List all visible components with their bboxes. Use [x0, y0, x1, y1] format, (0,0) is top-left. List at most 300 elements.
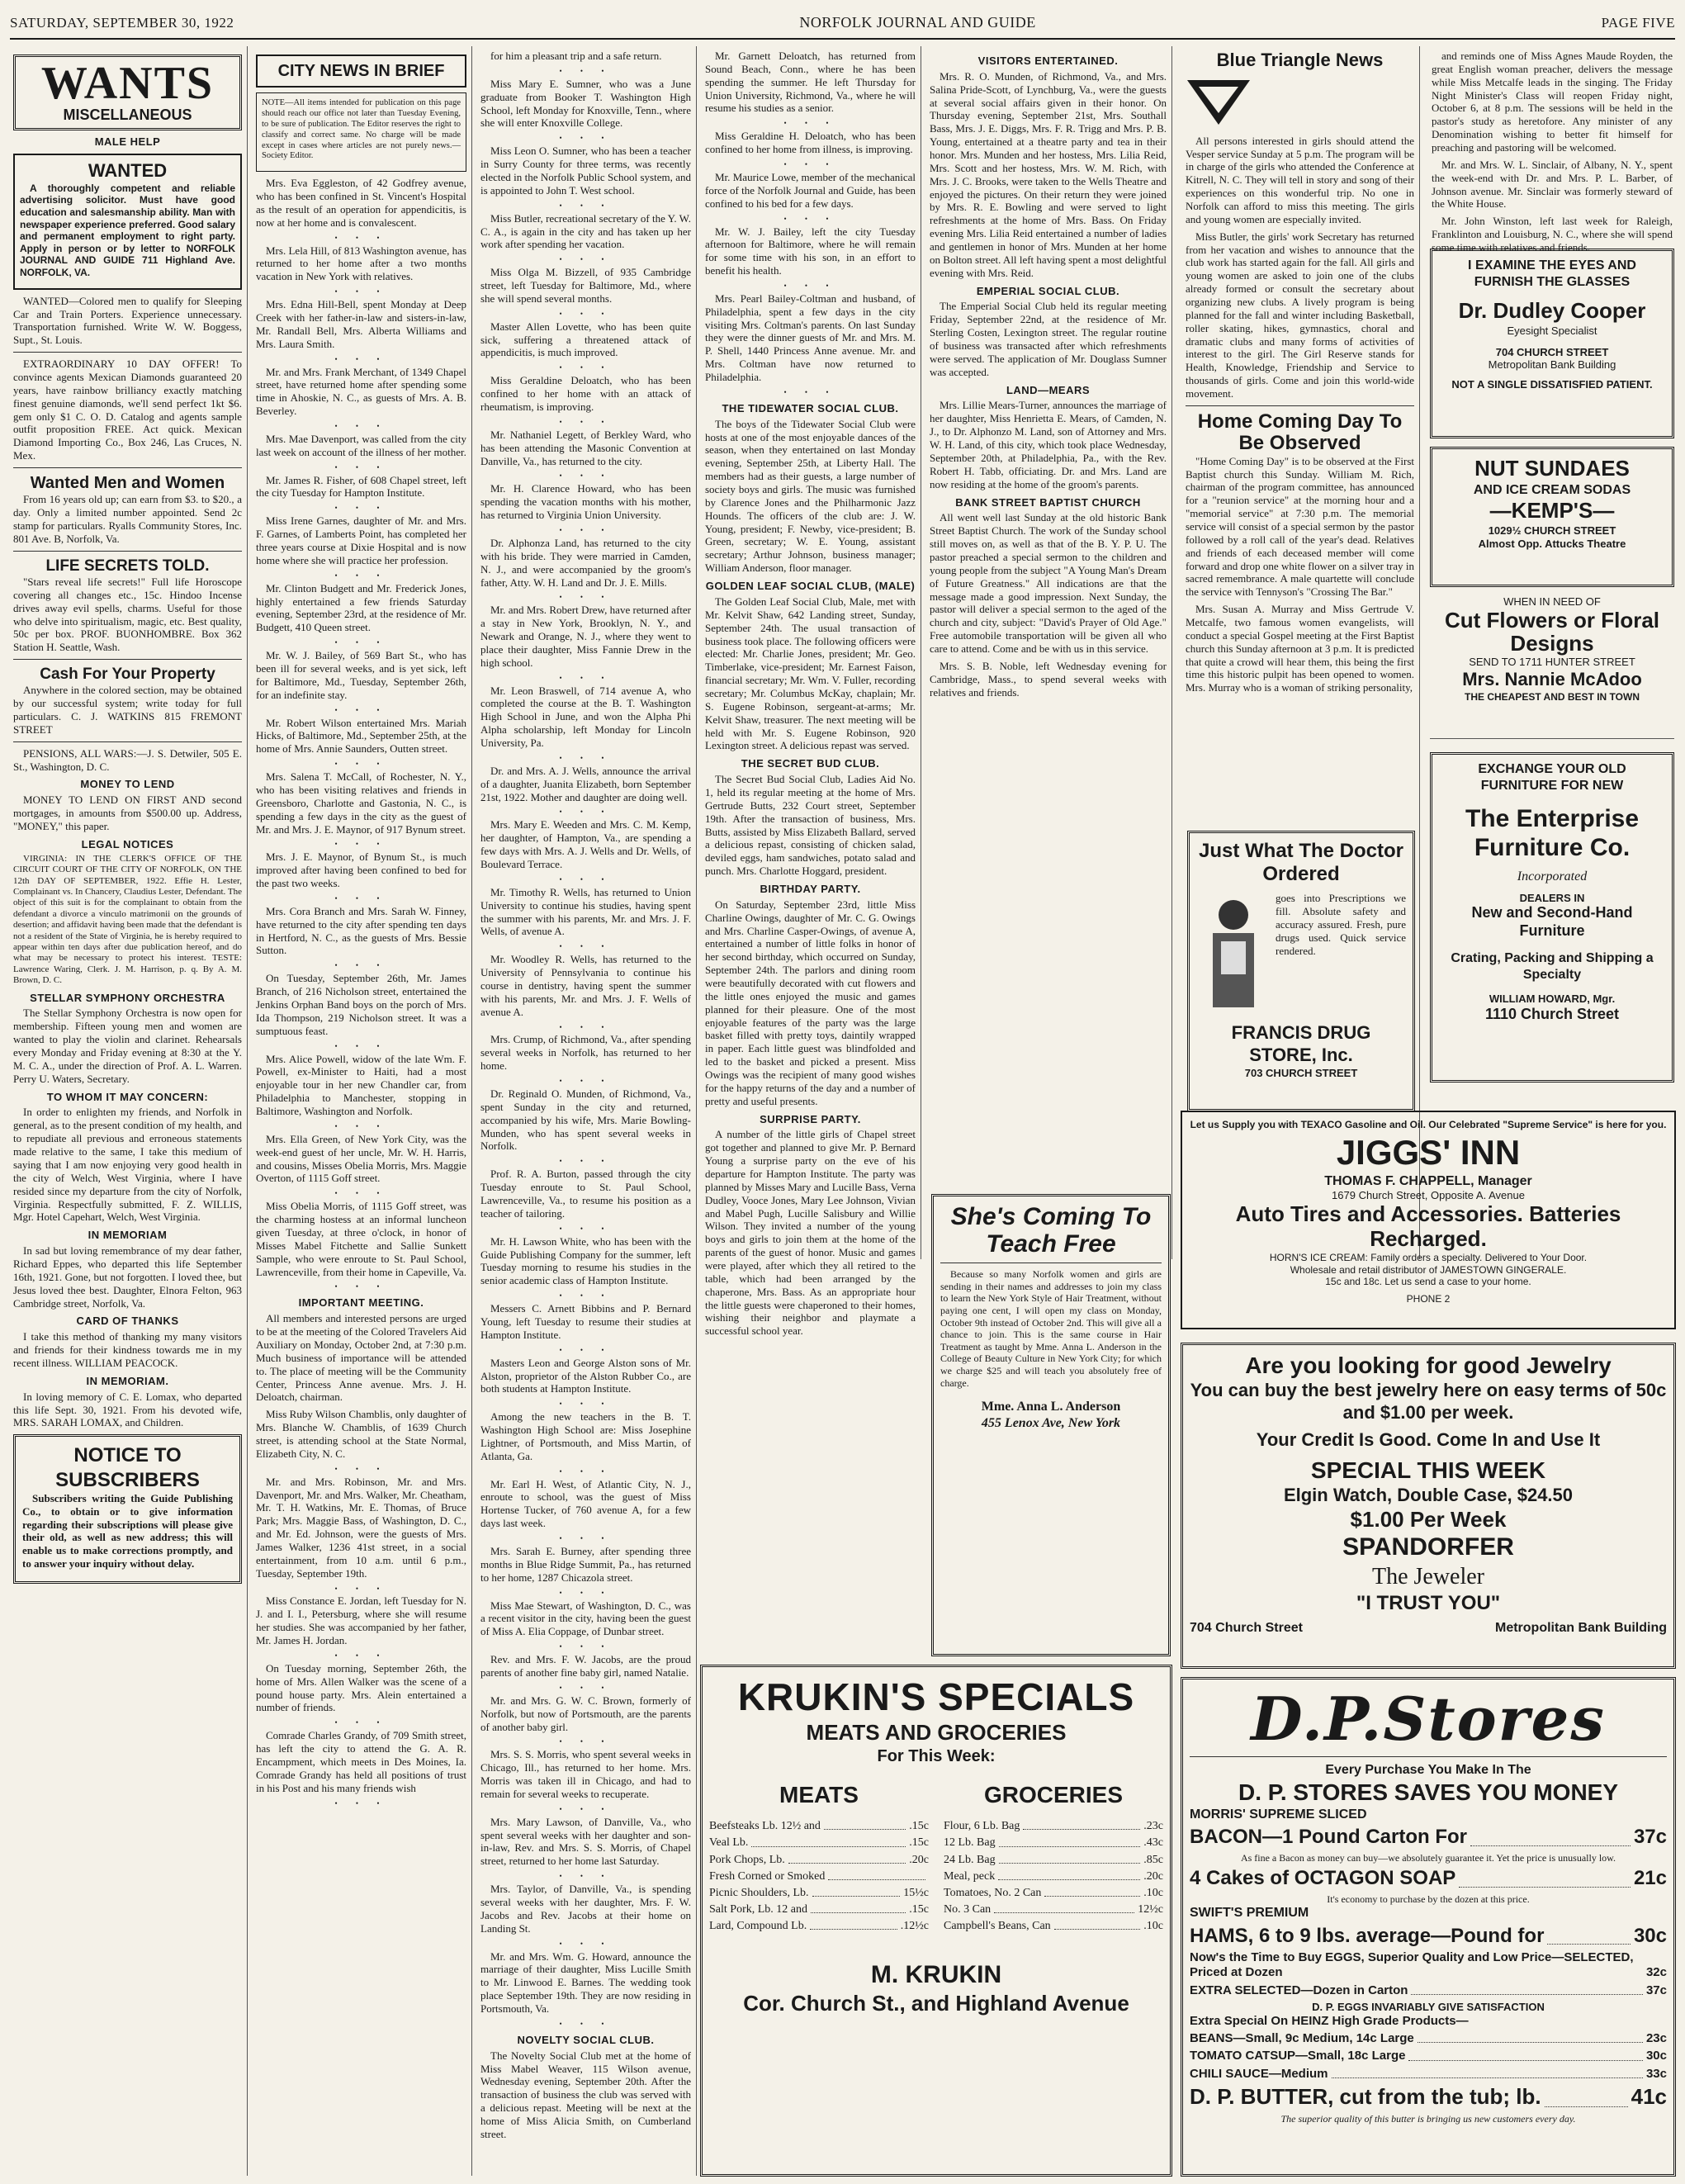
- krukin-title: KRUKIN'S SPECIALS: [737, 1675, 1135, 1718]
- news-item: Mrs. Mary Lawson, of Danville, Va., who spent several weeks with her daughter and son-in-law, Rev. and Mrs. S. S. Morris, of Chapel street, returned to her home last Saturday.: [480, 1815, 691, 1868]
- golden-leaf-heading: GOLDEN LEAF SOCIAL CLUB, (MALE): [705, 580, 916, 593]
- price-row: [944, 1853, 1163, 1867]
- jewel-line-3: Your Credit Is Good. Come In and Use It: [1256, 1428, 1601, 1450]
- news-item: Mr. and Mrs. Frank Merchant, of 1349 Chapel street, have returned home after spending some time in Ahoskie, N. C., as guests of Mrs. A. B. Beverley.: [256, 365, 466, 418]
- wanted-body: A thoroughly competent and reliable advertising solicitor. Must have good education and salesmanship ability. Man with newspaper experience preferred. Good salary and permanent employment to right party. Apply in person or by letter to NORFOLK JOURNAL AND GUIDE 711 Highland Ave. NORFOLK, VA.: [20, 182, 235, 279]
- sinclair-item: Mr. and Mrs. W. L. Sinclair, of Albany, N. Y., spent the week-end with Dr. and Mrs. P. L. Barber, of Johnson avenue. Mr. Sinclair was formerly steward of the White House.: [1432, 158, 1673, 211]
- item-separator: • • •: [559, 255, 613, 264]
- dp-hams-label: HAMS, 6 to 9 lbs. average—Pound for: [1190, 1924, 1545, 1947]
- dp-line-2: D. P. STORES SAVES YOU MONEY: [1238, 1779, 1619, 1805]
- price-item: 12 Lb. Bag: [944, 1836, 996, 1850]
- teach-free-body: Because so many Norfolk women and girls are sending in their names and addresses to join my class to learn the New York Style of Hair Treatment, without paying one cent, I will open my class on Monday, October 9th instead of October 2nd. This will give all a chance to join. This is the same course in Hair Treatment as taught by Mme. Anna L. Anderson in the College of Beauty Culture in New York City; for which we charge $25 and will teach you absolutely free of charge.: [940, 1268, 1162, 1389]
- home-coming-body-2: Mrs. Susan A. Murray and Miss Gertrude V. Metcalfe, two famous women evangelists, will conduct a special Gospel meeting at the First Baptist church this Sunday afternoon at 3 p.m. It is predicted that quite a crowd will hear them, this being the first time this historic pulpit has been opened to women. Mrs. Murray who is a woman of striking personality,: [1186, 603, 1414, 694]
- jiggs-line-3: Wholesale and retail distributor of JAMESTOWN GINGERALE.: [1290, 1263, 1567, 1276]
- krukin-lists: [709, 1781, 1163, 1935]
- price-item: Lard, Compound Lb.: [709, 1919, 807, 1932]
- dp-chili-price: 33c: [1645, 2066, 1667, 2081]
- item-separator: • • •: [559, 1642, 613, 1651]
- drug-body: goes into Prescriptions we fill. Absolute safety and accuracy assured. Fresh, pure drugs used. Quick service rendered.: [1276, 892, 1406, 957]
- jewel-line-1: Are you looking for good Jewelry: [1245, 1353, 1612, 1378]
- price-item: Beefsteaks Lb. 12½ and: [709, 1820, 821, 1833]
- secret-bud-body: The Secret Bud Social Club, Ladies Aid No. 1, held its regular meeting at the home of Mrs. Gertrude Butts, 232 Court street, September 19th. After the transaction of business, Mrs. Butts, assisted by Miss Elizabeth Ballard, served a delicious repast, consisting of chicken salad, deviled eggs, ham sandwiches, potato salad and punch. Mrs. Charlotte Hoggard, president.: [705, 773, 916, 878]
- flowers-line-5: THE CHEAPEST AND BEST IN TOWN: [1464, 690, 1640, 703]
- drug-name: FRANCIS DRUG STORE, Inc.: [1231, 1022, 1371, 1066]
- wants-header: [13, 54, 242, 130]
- dp-eggs-row: [1190, 1950, 1667, 1981]
- item-separator: • • •: [559, 1534, 613, 1543]
- item-separator: • • •: [334, 760, 388, 769]
- krukin-ad: [700, 1665, 1172, 2177]
- news-item: Mr. Nathaniel Legett, of Berkley Ward, who has been attending the Masonic Convention at Danville, Va., has returned to the city.: [480, 428, 691, 467]
- item-separator: • • •: [334, 462, 388, 471]
- news-item: Mrs. Alice Powell, widow of the late Wm. F. Powell, ex-Minister to Haiti, had a most enjoyable tour in her new Chandler car, from Philadelphia to Manchester, stopping in Baltimore, Washington and Norfolk.: [256, 1052, 466, 1117]
- novelty-heading: NOVELTY SOCIAL CLUB.: [517, 2033, 655, 2046]
- cash-property-heading: Cash For Your Property: [40, 666, 215, 684]
- ent-line-2: The Enterprise Furniture Co.: [1465, 805, 1640, 861]
- ent-line-1: EXCHANGE YOUR OLD FURNITURE FOR NEW: [1478, 762, 1626, 793]
- news-item: Mrs. Salena T. McCall, of Rochester, N. Y., who has been visiting relatives and friends in Greensboro, Charlotte and Gastonia, N. C., is spending a few days in the city as the guest of Mr. and Mrs. J. E. Maynor, of 917 Bynum street.: [256, 770, 466, 836]
- land-mears-body: Mrs. Lillie Mears-Turner, announces the marriage of her daughter, Miss Henrietta E. Mears, of Camden, N. J., to Dr. Alphonzo M. Land, son of Attorney and Mrs. W. H. Land, of this city, which took place Wednesday, September 20th, at Philadelphia, Pa., with the Rev. Robert H. Tabb, officiating. Dr. and Mrs. Land are now residing at the home of the groom's parents.: [930, 399, 1167, 490]
- news-item: Mrs. Crump, of Richmond, Va., after spending several weeks in Norfolk, has returned to her home.: [480, 1033, 691, 1073]
- news-item: Masters Leon and George Alston sons of Mr. Alston, proprietor of the Alston Rubber Co., are both students at Hampton Institute.: [480, 1356, 691, 1395]
- item-separator: • • •: [559, 1737, 613, 1746]
- dp-logo: D.P.Stores: [1251, 1684, 1606, 1754]
- concern-body: In order to enlighten my friends, and Norfolk in general, as to the present condition of my health, and to repudiate all previous and erroneous statements made relative to the same, I take this medium of saying that I am now enjoying very good health in the city of Welch, West Virginia, where I have resided since my departure from the city of Norfolk, Virginia. Respectfully submitted, F. Z. WILLIS, Mgr. Hotel Capehart, Welch, West Virginia.: [13, 1106, 242, 1224]
- item-separator: • • •: [334, 1798, 388, 1807]
- item-separator: • • •: [559, 525, 613, 534]
- news-item: Master Allen Lovette, who has been quite sick, suffering a threatened attack of appendicitis, is much improved.: [480, 320, 691, 359]
- krukin-meats-heading: MEATS: [779, 1782, 859, 1808]
- news-item: Mr. Clinton Budgett and Mr. Frederick Jones, highly entertained a few friends Saturday evening, September 23rd, at the residence of Mr. Budgett, 410 Queen street.: [256, 581, 466, 634]
- memoriam-heading-2: IN MEMORIAM.: [86, 1374, 169, 1387]
- dp-beans-price: 23c: [1645, 2030, 1667, 2045]
- enterprise-furniture-ad: [1430, 752, 1674, 1083]
- dp-hams-row: [1190, 1924, 1667, 1948]
- jewel-line-9: "I TRUST YOU": [1356, 1592, 1501, 1615]
- item-separator: • • •: [559, 1077, 613, 1086]
- news-item: Mr. and Mrs. Wm. G. Howard, announce the marriage of their daughter, Miss Lucille Smith to Mr. Linwood E. Barnes. The wedding took place September 19th. They are now residing in Portsmouth, Va.: [480, 1949, 691, 2015]
- news-item: Mr. Garnett Deloatch, has returned from Sound Beach, Conn., where he has been spending the summer. He left Thursday for Union University, Richmond, Va., where he will resume his studies as a senior.: [705, 50, 916, 115]
- dp-stores-ad: [1181, 1677, 1676, 2177]
- column-five: [925, 46, 1172, 1259]
- dp-extra-price: 37c: [1645, 1983, 1667, 1997]
- teach-free-address: 455 Lenox Ave, New York: [981, 1415, 1121, 1430]
- price-value: .15c: [909, 1836, 929, 1850]
- news-item: Miss Constance E. Jordan, left Tuesday for N. J. and I. I., Petersburg, where she will resume her studies. She was accompanied by her father, Mr. James H. Jordan.: [256, 1594, 466, 1647]
- news-item: Dr. and Mrs. A. J. Wells, announce the arrival of a daughter, Juanita Elizabeth, born September 21st, 1922. Mother and daughter are doing well.: [480, 764, 691, 803]
- teach-free-title: She's Coming To Teach Free: [950, 1203, 1152, 1258]
- thanks-body: I take this method of thanking my many visitors and friends for their kindness towards me in my recent illness. WILLIAM PEACOCK.: [13, 1330, 242, 1369]
- eyes-title: I EXAMINE THE EYES AND FURNISH THE GLASSES: [1468, 258, 1636, 289]
- birthday-heading: BIRTHDAY PARTY.: [760, 882, 861, 895]
- life-secrets-heading: LIFE SECRETS TOLD.: [45, 557, 210, 575]
- price-item: Salt Pork, Lb. 12 and: [709, 1902, 807, 1916]
- price-item: Meal, peck: [944, 1869, 996, 1883]
- column-three-list: [480, 50, 691, 2029]
- item-separator: • • •: [334, 1718, 388, 1727]
- news-item: Messers C. Arnett Bibbins and P. Bernard Young, left Tuesday to resume their studies at Hampton Institute.: [480, 1302, 691, 1341]
- emperial-body: The Emperial Social Club held its regular meeting Friday, September 22nd, at the residence of Mr. Sterling Costen, Lexington street. The regular routine of business was transacted after which refreshments were served. The application of Mr. Douglass Sumner was accepted.: [930, 300, 1167, 378]
- emperial-heading: EMPERIAL SOCIAL CLUB.: [976, 284, 1120, 297]
- blue-triangle-heading: Blue Triangle News: [1216, 50, 1384, 70]
- city-news-list: [256, 177, 466, 1291]
- news-item: Mrs. Edna Hill-Bell, spent Monday at Deep Creek with her father-in-law and sisters-in-law, Mr. Randall Bell, Mrs. Alberta Williams and Mrs. Laura Smith.: [256, 298, 466, 350]
- newspaper-title: NORFOLK JOURNAL AND GUIDE: [799, 14, 1036, 31]
- stellar-heading: STELLAR SYMPHONY ORCHESTRA: [30, 991, 225, 1004]
- flowers-line-3: SEND TO 1711 HUNTER STREET: [1469, 656, 1635, 669]
- home-coming-heading: Home Coming Day To Be Observed: [1197, 410, 1403, 455]
- birthday-body: On Saturday, September 23rd, little Miss Charline Owings, daughter of Mr. C. G. Owings and Mrs. Charline Casper-Owings, of avenue A, entertained a number of little folks in honor of her second birthday, which occurred on Sunday, September 24th. The parlors and dining room were beautifully decorated with cut flowers and the little ones enjoyed the music and games planned for their pleasure. One of the most enjoyable features of the party was the large basket filled with pretty toys, daintily wrapped in paper. Each little guest was blindfolded and led to the basket and picked a present. Miss Owings was the recipient of many good wishes for the happy returns of the day and a number of pretty and useful presents.: [705, 898, 916, 1107]
- item-separator: • • •: [559, 1291, 613, 1300]
- price-row: [709, 1919, 929, 1933]
- news-item: Miss Mary E. Sumner, who was a June graduate from Booker T. Washington High School, left Monday for Knoxville, Tenn., where she will enter Knoxville College.: [480, 77, 691, 130]
- wanted-heading: WANTED: [88, 159, 168, 181]
- dp-extra-row: [1190, 1983, 1667, 1998]
- price-row: [944, 1902, 1163, 1916]
- news-item: Prof. R. A. Burton, passed through the city Tuesday enroute to St. Paul School, Lawrenceville, Va., to resume his position as a teacher of tailoring.: [480, 1168, 691, 1220]
- dp-hams-price: 30c: [1633, 1924, 1667, 1947]
- page-number: PAGE FIVE: [1601, 14, 1675, 31]
- surprise-body: A number of the little girls of Chapel street got together and planned to give Mr. P. Bernard Young a surprise party on the eve of his departure for Hampton Institute. The party was planned by Misses Mary and Lucille Bass, Verna Dudley, Vooce Jones, Mary Lee Johnson, Vivian and Mabel Pugh, Lucille Salisbury and Willie Wilson. They invited a number of the young boys and girls to join them at the home of the parents of the guest of honor. Music and games were played, after which they all retired to the table, which had been arranged by the chaperone, Mrs. Bass. As an appropriate hour the little guests were chaperoned to their homes, wishing their neighbor and playmate a successful school year.: [705, 1128, 916, 1338]
- jiggs-line-2: HORN'S ICE CREAM: Family orders a specialty. Delivered to Your Door.: [1269, 1252, 1588, 1264]
- news-item: Mr. and Mrs. Robert Drew, have returned after a stay in New York, Brooklyn, N. Y., and Newark and Orange, N. J., where they went to place their daughter, Miss Fannie Drew in the high school.: [480, 604, 691, 669]
- jewel-line-4: SPECIAL THIS WEEK: [1310, 1457, 1546, 1483]
- price-item: Fresh Corned or Smoked: [709, 1869, 826, 1883]
- price-row: [709, 1886, 929, 1900]
- column-four-list: [705, 50, 916, 397]
- item-separator: • • •: [559, 673, 613, 682]
- price-row: [944, 1886, 1163, 1900]
- price-value: .10c: [1143, 1919, 1163, 1932]
- news-item: Mrs. Mae Davenport, was called from the city last week on account of the illness of her mother.: [256, 432, 466, 458]
- jewel-line-7: SPANDORFER: [1342, 1533, 1514, 1561]
- price-item: Flour, 6 Lb. Bag: [944, 1820, 1020, 1833]
- news-item: Mr. H. Lawson White, who has been with the Guide Publishing Company for the summer, left Tuesday morning to resume his studies in the senior academic class of Hampton Institute.: [480, 1234, 691, 1287]
- news-item: Mrs. Sarah E. Burney, after spending three months in Blue Ridge Summit, Pa., has returned to her home, 1287 Chicazola street.: [480, 1545, 691, 1584]
- item-separator: • • •: [559, 1466, 613, 1476]
- item-separator: • • •: [559, 1683, 613, 1692]
- price-item: 24 Lb. Bag: [944, 1853, 996, 1866]
- dp-bacon-label: BACON—1 Pound Carton For: [1190, 1826, 1467, 1849]
- jewel-line-8: The Jeweler: [1371, 1563, 1485, 1589]
- column-city-news: [251, 46, 472, 2176]
- item-separator: • • •: [559, 134, 613, 143]
- legal-body: VIRGINIA: IN THE CLERK'S OFFICE OF THE CIRCUIT COURT OF THE CITY OF NORFOLK, ON THE 12th DAY OF SEPTEMBER, 1922. Effie H. Lester, Complainant vs. In Chancery, Claudius Lester, Defendant. The object of this suit is for the complainant to obtain from the defendant a divorce a vinculo matrimonii on the grounds of desertion; and affidavit having been made that the defendant is not a resident of the State of Virginia, he is hereby required to appear within ten days after due publication hereof, and do what may be necessary to protect his interest. TESTE: Lawrence Waring, Clerk. J. M. Harrison, p. q. By A. M. Brown, D. C.: [13, 853, 242, 986]
- krukin-groceries-heading: GROCERIES: [983, 1782, 1124, 1808]
- column-three: [476, 46, 697, 2176]
- news-item: Mr. Woodley R. Wells, has returned to the University of Pennsylvania to continue his course in dentistry, having spent the summer with his parents, Mr. and Mrs. J. F. Wells of avenue A.: [480, 953, 691, 1018]
- doctor-illustration-icon: [1196, 892, 1271, 1016]
- item-separator: • • •: [783, 387, 837, 396]
- news-item: Dr. Alphonza Land, has returned to the city with his bride. They were married in Camden, N. J., and were accompanied by the groom's father, Atty. W. H. Land and Dr. J. E. Mills.: [480, 536, 691, 589]
- news-item: Mrs. Lela Hill, of 813 Washington avenue, has returned to her home after a two months vacation in New York with relatives.: [256, 244, 466, 283]
- item-separator: • • •: [334, 705, 388, 714]
- wanted-men-women-body: From 16 years old up; can earn from $3. to $20., a day. Only a limited number appointed. Send 2c stamp for particulars. Ryalls Community Stores, Inc. 801 Ave. B, Norfolk, Va.: [13, 493, 242, 545]
- item-separator: • • •: [334, 840, 388, 849]
- dp-extra-label: EXTRA SELECTED—Dozen in Carton: [1190, 1983, 1408, 1997]
- dp-line-1: Every Purchase You Make In The: [1325, 1763, 1531, 1778]
- krukin-groceries: [944, 1781, 1163, 1935]
- dp-line-5: As fine a Bacon as money can buy—we absolutely guarantee it. Yet the price is unusually low.: [1240, 1851, 1616, 1864]
- city-news-header: [256, 54, 466, 88]
- tidewater-body: The boys of the Tidewater Social Club were hosts at one of the most enjoyable dances of the season, when they entertained on last Monday evening, September 25th, at Liberty Hall. The members had as their guests, a large number of society boys and girls. The music was furnished by Clarence Jones and the Philharmonic Jazz Hounds. The officers of the club are: J. W. Young, president; F. Newby, vice-president; B. Green, secretary; W. E. Young, assistant secretary; Arthur Johnson, business manager; William Anderson, floor manager.: [705, 417, 916, 575]
- price-row: [944, 1869, 1163, 1883]
- jewel-building: Metropolitan Bank Building: [1495, 1621, 1667, 1636]
- jiggs-top: Let us Supply you with TEXACO Gasoline and Oil. Our Celebrated "Supreme Service" is here for you.: [1190, 1119, 1667, 1130]
- price-value: .20c: [1143, 1869, 1163, 1883]
- dp-soap-price: 21c: [1633, 1867, 1667, 1890]
- golden-leaf-body: The Golden Leaf Social Club, Male, met with Mr. Kelvit Shaw, 642 Landing street, Sunday, September 24th. The usual transaction of business took place. The following officers were elected: Mr. Charlie Jones, president; Mr. Geo. Timberlake, vice-president; Mr. Earnest Faison, financial secretary; Mr. Wm. V. Fuller, recording secretary; Mr. Columbus McKay, chaplain; Mr. S. Eugene Robinson, sergeant-at-arms; Mr. Kelvit Shaw, treasurer. The next meeting will be held with Mr. S. Eugene Robinson, 920 Lexington street. A delicious repast was served.: [705, 595, 916, 752]
- dp-beans-row: [1190, 2031, 1667, 2046]
- kemps-line-5: Almost Opp. Attucks Theatre: [1478, 537, 1626, 550]
- item-separator: • • •: [334, 354, 388, 363]
- krukin-address: Cor. Church St., and Highland Avenue: [743, 1990, 1129, 2016]
- dp-soap-row: [1190, 1866, 1667, 1890]
- news-item: Miss Geraldine Deloatch, who has been confined to her home with an attack of rheumatism, is improving.: [480, 374, 691, 413]
- col7-top-body: and reminds one of Miss Agnes Maude Royden, the great English woman preacher, delivers the message while Miss Metcalfe leads in the singing. The Friday Night Minister's Class will reopen Friday night, October 6, at 8 p.m. The sessions will be held in the pastor's study as heretofore. Any minister of any Denomination wishing to better fit himself for preaching and pastoring will be welcomed.: [1432, 50, 1673, 154]
- price-row: [709, 1819, 929, 1833]
- porters-ad: WANTED—Colored men to qualify for Sleeping Car and Train Porters. Experience unnecessary. Transportation furnished. Write W. W. Boggess, Supt., St. Louis.: [13, 294, 242, 347]
- item-separator: • • •: [559, 1022, 613, 1031]
- price-item: Campbell's Beans, Can: [944, 1919, 1051, 1932]
- price-value: .20c: [909, 1853, 929, 1866]
- flowers-ad: [1430, 590, 1674, 739]
- news-item: Miss Geraldine H. Deloatch, who has been confined to her home from illness, is improving.: [705, 130, 916, 156]
- wants-subtitle: MISCELLANEOUS: [63, 107, 192, 123]
- krukin-subtitle: MEATS AND GROCERIES: [806, 1720, 1067, 1746]
- ent-line-4: DEALERS IN: [1519, 891, 1585, 904]
- item-separator: • • •: [559, 942, 613, 951]
- item-separator: • • •: [559, 1872, 613, 1881]
- item-separator: • • •: [334, 571, 388, 580]
- price-row: [709, 1902, 929, 1916]
- item-separator: • • •: [559, 363, 613, 372]
- teach-free-ad: [931, 1194, 1171, 1656]
- news-item: Miss Mae Stewart, of Washington, D. C., was a recent visitor in the city, having been the guest of Miss A. Elia Coppage, of Dunbar street.: [480, 1599, 691, 1638]
- male-help-heading: MALE HELP: [94, 135, 161, 148]
- novelty-body: The Novelty Social Club met at the home of Miss Mabel Weaver, 115 Wilson avenue, Wednesday evening, September 20th. After the transaction of business the club was served with a delicious repast. Meeting will be next at the home of Miss Alicia Smith, on Cumberland street.: [480, 2049, 691, 2140]
- news-item: Dr. Reginald O. Munden, of Richmond, Va., spent Sunday in the city and returned, accompanied by his wife, Mrs. Marie Bowling-Munden, who has spent several weeks in Norfolk.: [480, 1087, 691, 1153]
- dp-line-13: Extra Special On HEINZ High Grade Products—: [1190, 2013, 1469, 2028]
- item-separator: • • •: [334, 1282, 388, 1291]
- eyes-slogan: NOT A SINGLE DISSATISFIED PATIENT.: [1451, 378, 1653, 391]
- news-item: Mrs. Taylor, of Danville, Va., is spending several weeks with her daughter, Mrs. F. W. Jacobs and Rev. Jacobs at their home on Landing St.: [480, 1883, 691, 1935]
- jiggs-title: JIGGS' INN: [1336, 1132, 1521, 1172]
- ent-line-5: New and Second-Hand Furniture: [1471, 904, 1633, 940]
- item-separator: • • •: [334, 1121, 388, 1130]
- ent-line-7: WILLIAM HOWARD, Mgr.: [1489, 993, 1616, 1006]
- item-separator: • • •: [559, 753, 613, 762]
- news-item: Mr. Leon Braswell, of 714 avenue A, who completed the course at the B. T. Washington High School in June, and won the Alpha Phi Alpha scholarship, left Monday for Lincoln University, Pa.: [480, 684, 691, 750]
- item-separator: • • •: [559, 593, 613, 602]
- drug-title: Just What The Doctor Ordered: [1198, 840, 1403, 885]
- money-heading: MONEY TO LEND: [80, 778, 175, 791]
- tidewater-heading: THE TIDEWATER SOCIAL CLUB.: [722, 401, 899, 415]
- visitors-heading: VISITORS ENTERTAINED.: [977, 54, 1119, 67]
- editor-note-text: NOTE—All items intended for publication on this page should reach our office not later than Tuesday Evening, to be sure of publication. The Editor reserves the right to classify and correct same. No charge will be made except in cases where articles are not purely news.—Society Editor.: [262, 98, 461, 161]
- price-row: [709, 1853, 929, 1867]
- eyes-specialist: Eyesight Specialist: [1507, 324, 1597, 337]
- news-item: On Tuesday morning, September 26th, the home of Mrs. Allen Walker was the scene of a pound house party. Mrs. Alein entertained a number of friends.: [256, 1661, 466, 1714]
- winston-item: Mr. John Winston, left last week for Raleigh, Franklinton and Louisburg, N. C., where she will spend some time with relatives and friends.: [1432, 215, 1673, 254]
- jewel-footer: [1190, 1620, 1667, 1637]
- news-item: Miss Olga M. Bizzell, of 935 Cambridge street, left Tuesday for Baltimore, Md., where she will spend several months.: [480, 266, 691, 305]
- price-row: [944, 1919, 1163, 1933]
- item-separator: • • •: [559, 874, 613, 884]
- jiggs-address: 1679 Church Street, Opposite A. Avenue: [1332, 1189, 1525, 1202]
- item-separator: • • •: [334, 1189, 388, 1198]
- blue-triangle-body: All persons interested in girls should attend the Vesper service Sunday at 5 p.m. The program will be in charge of the girls who attended the Conference at Kitrell, N. C. They will tell in story and song of their experiences on this wonderful trip. No one in Norfolk can afford to miss this meeting. The girls and young women are especially invited.: [1186, 134, 1414, 225]
- ent-line-3: Incorporated: [1517, 869, 1588, 884]
- francis-drug-ad: [1187, 831, 1415, 1111]
- item-separator: • • •: [559, 471, 613, 481]
- solicitor-ad: [13, 154, 242, 290]
- ent-line-8: 1110 Church Street: [1484, 1006, 1620, 1023]
- price-value: .23c: [1143, 1820, 1163, 1833]
- wanted-men-women-heading: Wanted Men and Women: [30, 473, 225, 492]
- price-item: Tomatoes, No. 2 Can: [944, 1886, 1042, 1899]
- item-separator: • • •: [334, 961, 388, 970]
- concern-heading: TO WHOM IT MAY CONCERN:: [46, 1090, 209, 1103]
- eyes-address: 704 CHURCH STREET: [1495, 345, 1609, 358]
- news-item: Mr. Timothy R. Wells, has returned to Union University to continue his studies, having spent the summer with his parents, Mr. and Mrs. J. F. Wells, of avenue A.: [480, 885, 691, 938]
- jewel-line-2: You can buy the best jewelry here on easy terms of 50c and $1.00 per week.: [1190, 1380, 1667, 1423]
- price-item: No. 3 Can: [944, 1902, 992, 1916]
- dp-eggs-label: Now's the Time to Buy EGGS, Superior Quality and Low Price—SELECTED, Priced at Dozen: [1190, 1949, 1634, 1980]
- item-separator: • • •: [334, 287, 388, 296]
- news-item: Mrs. Cora Branch and Mrs. Sarah W. Finney, have returned to the city after spending ten days in Hertford, N. C., as the guests of Mrs. Bessie Sutton.: [256, 904, 466, 957]
- item-separator: • • •: [783, 159, 837, 168]
- item-separator: • • •: [334, 893, 388, 902]
- cash-property-body: Anywhere in the colored section, may be obtained by our successful system; write today for full particulars. C. J. WATKINS 815 FREMONT STREET: [13, 684, 242, 736]
- dp-line-3: MORRIS' SUPREME SLICED: [1190, 1807, 1367, 1822]
- legal-heading: LEGAL NOTICES: [81, 837, 174, 850]
- flowers-line-1: WHEN IN NEED OF: [1503, 595, 1601, 608]
- kemps-line-1: NUT SUNDAES: [1474, 456, 1630, 481]
- eye-doctor-ad: [1430, 249, 1674, 438]
- memoriam-body-2: In loving memory of C. E. Lomax, who departed this life Sept. 30, 1921. From his devoted wife, MRS. SARAH LOMAX, and Children.: [13, 1390, 242, 1429]
- item-separator: • • •: [334, 1584, 388, 1593]
- dp-line-12: D. P. EGGS INVARIABLY GIVE SATISFACTION: [1312, 2000, 1545, 2013]
- dp-beans-label: BEANS—Small, 9c Medium, 14c Large: [1190, 2030, 1414, 2045]
- news-item: Mr. Earl H. West, of Atlantic City, N. J., enroute to school, was the guest of Miss Hortense Tucker, of 760 avenue A, for a few days last week.: [480, 1477, 691, 1530]
- important-meeting-body: All members and interested persons are urged to be at the meeting of the Colored Travelers Aid Auxiliary on Monday, October 2nd, at 7:30 p.m. Much business of importance will be attended to. The place of meeting will be the Community Center, Princess Anne avenue. Mrs. J. H. Deloatch, chairman.: [256, 1312, 466, 1404]
- item-separator: • • •: [559, 1157, 613, 1166]
- price-value: .12½c: [900, 1919, 929, 1932]
- dp-catsup-label: TOMATO CATSUP—Small, 18c Large: [1190, 2049, 1406, 2063]
- jewel-address: 704 Church Street: [1190, 1621, 1303, 1636]
- dp-eggs-price: 32c: [1645, 1965, 1667, 1980]
- news-item: Mr. and Mrs. Robinson, Mr. and Mrs. Davenport, Mr. and Mrs. Walker, Mr. Cheatham, Mr. T. H. Watkins, Mr. E. Thomas, of Bruce Park; Mrs. Maggie Bass, of Washington, D. C., and Mr. Ed. Johnson, were the guests of Mrs. James Walker, 1236 41st street, in a social entertainment, from 10 a.m. until 6 p.m., Tuesday, September 19th.: [256, 1475, 466, 1580]
- dp-line-18: The superior quality of this butter is bringing us new customers every day.: [1280, 2112, 1576, 2125]
- item-separator: • • •: [334, 421, 388, 430]
- dp-line-8: SWIFT'S PREMIUM: [1190, 1906, 1309, 1921]
- item-separator: • • •: [334, 233, 388, 242]
- item-separator: • • •: [334, 504, 388, 513]
- editor-note: [256, 92, 466, 172]
- price-row: [944, 1819, 1163, 1833]
- jiggs-inn-ad: [1181, 1111, 1676, 1329]
- visitors-body: Mrs. R. O. Munden, of Richmond, Va., and Mrs. Salina Pride-Scott, of Lynchburg, Va., were the guests at several social affairs given in their honor. On Thursday evening, September 21st, Mrs. Southall Bass, Mrs. J. E. Diggs, Mrs. F. R. Trigg and Mrs. P. B. Young, entertained at a theatre party and tea in their honor. Mrs. Munden and her hostess, Mrs. Lilia Reid, Mrs. Scott and her hostess, Mrs. W. M. Rich, with Mrs. J. C. Brooks, were taken to the Wells Theatre and enjoyed the pictures. On their return they were joined by Mrs. R. E. Bowling and were served to light refreshments at the home of Mrs. Bass. On Friday evening Mrs. Lilia Reid entertained a number of ladies and gentlemen in honor of Mrs. Munden at her home on Bolton street. All left having spent a most delightful evening with Mrs. Reid.: [930, 69, 1167, 279]
- jiggs-phone: PHONE 2: [1406, 1292, 1451, 1305]
- item-separator: • • •: [559, 66, 613, 75]
- price-row: [709, 1869, 929, 1883]
- eyes-name: Dr. Dudley Cooper: [1458, 298, 1646, 324]
- price-row: [709, 1836, 929, 1850]
- life-secrets-body: "Stars reveal life secrets!" Full life Horoscope covering all changes etc., 15c. Hindoo Incense drives away evil spells, charms. Useful for those who delve into spiritualism, magic, etc. Best quality, 50c per box. PROF. BUONHOMBRE. Box 362 Station H. Seattle, Wash.: [13, 575, 242, 654]
- kemps-line-3: —KEMP'S—: [1489, 498, 1615, 523]
- news-item: Among the new teachers in the B. T. Washington High School are: Miss Josephine Lightner, of Portsmouth, and Miss Martin, of Atlanta, Ga.: [480, 1410, 691, 1462]
- jewel-line-6: $1.00 Per Week: [1350, 1506, 1507, 1532]
- item-separator: • • •: [559, 1400, 613, 1409]
- price-item: Veal Lb.: [709, 1836, 749, 1850]
- memoriam-heading-1: IN MEMORIAM: [88, 1229, 168, 1242]
- news-item: for him a pleasant trip and a safe return.: [490, 50, 662, 62]
- dp-catsup-row: [1190, 2049, 1667, 2063]
- news-item: Comrade Charles Grandy, of 709 Smith street, has left the city to attend the G. A. R. Encampment, which meets in Des Moines, Ia. Comrade Grandy has held all positions of trust in his Post and his many friends wish: [256, 1729, 466, 1794]
- price-row: [944, 1836, 1163, 1850]
- dp-butter-row: [1190, 2084, 1667, 2111]
- news-item: Mrs. Mary E. Weeden and Mrs. C. M. Kemp, her daughter, of Hampton, Va., are spending a few days with Mrs. A. J. Wells and Dr. Wells, of Boulevard Terrace.: [480, 818, 691, 870]
- column-four: [700, 46, 921, 1338]
- item-separator: • • •: [334, 1464, 388, 1473]
- item-separator: • • •: [559, 1345, 613, 1354]
- item-separator: • • •: [334, 1041, 388, 1050]
- dp-line-7: It's economy to purchase by the dozen at this price.: [1327, 1893, 1530, 1905]
- diamonds-ad: EXTRAORDINARY 10 DAY OFFER! To convince agents Mexican Diamonds guaranteed 20 years, have rainbow brilliancy exactly matching finest genuine diamonds, we'll send perfect 1kt $6. gem only $1 C. O. D. Catalog and agents sample outfit proposition FREE. Act quick. Mexican Diamond Importing Co., Box 246, Las Cruces, N. Mex.: [13, 358, 242, 462]
- price-value: .10c: [1143, 1886, 1163, 1899]
- jiggs-manager: THOMAS F. CHAPPELL, Manager: [1324, 1173, 1532, 1188]
- price-value: .43c: [1143, 1836, 1163, 1850]
- flowers-line-2: Cut Flowers or Floral Designs: [1444, 607, 1660, 656]
- news-item: Mr. Maurice Lowe, member of the mechanical force of the Norfolk Journal and Guide, has been confined to his bed for a few days.: [705, 170, 916, 210]
- news-item: Miss Ruby Wilson Chamblis, only daughter of Mrs. Blanche W. Chamblis, of 1639 Church street, is attending school at the State Normal, Elizabeth City, N. C.: [256, 1408, 466, 1460]
- drug-content: [1196, 892, 1406, 1016]
- dp-soap-label: 4 Cakes of OCTAGON SOAP: [1190, 1867, 1456, 1890]
- price-item: Picnic Shoulders, Lb.: [709, 1886, 809, 1899]
- news-item: Mrs. S. S. Morris, who spent several weeks in Chicago, Ill., has returned to her home. Mrs. Morris was taken ill in Chicago, and had to remain for several weeks to recuperate.: [480, 1748, 691, 1800]
- news-item: Mr. James R. Fisher, of 608 Chapel street, left the city Tuesday for Hampton Institute.: [256, 473, 466, 500]
- news-item: Mr. W. J. Bailey, of 569 Bart St., who has been ill for several weeks, and is yet sick, left for Baltimore, Md., Tuesday, September 26th, for an indefinite stay.: [256, 649, 466, 701]
- news-item: Miss Butler, recreational secretary of the Y. W. C. A., is again in the city and has taken up her work after spending her vacation.: [480, 211, 691, 251]
- subscribers-notice: [13, 1434, 242, 1584]
- city-news-title: CITY NEWS IN BRIEF: [277, 62, 445, 80]
- kemps-line-4: 1029½ CHURCH STREET: [1488, 523, 1616, 537]
- spandorfer-ad: [1181, 1343, 1676, 1669]
- bank-street-heading: BANK STREET BAPTIST CHURCH: [955, 495, 1141, 509]
- item-separator: • • •: [783, 281, 837, 290]
- item-separator: • • •: [559, 417, 613, 426]
- eyes-building: Metropolitan Bank Building: [1488, 358, 1616, 372]
- news-item: Mr. and Mrs. G. W. C. Brown, formerly of Norfolk, but now of Portsmouth, are the parents of another baby girl.: [480, 1694, 691, 1733]
- subscribers-heading: NOTICE TO SUBSCRIBERS: [55, 1444, 200, 1491]
- land-mears-heading: LAND—MEARS: [1006, 383, 1091, 396]
- issue-date: SATURDAY, SEPTEMBER 30, 1922: [10, 14, 234, 31]
- jiggs-line-4: 15c and 18c. Let us send a case to your home.: [1325, 1276, 1531, 1288]
- column-wants: [8, 46, 248, 2176]
- item-separator: • • •: [334, 638, 388, 647]
- news-item: Mrs. Ella Green, of New York City, was the week-end guest of her uncle, Mr. W. H. Harris, and cousins, Misses Obelia Morris, Mrs. Maggie Overton, of 1115 Goff street.: [256, 1132, 466, 1185]
- wants-title: WANTS: [40, 58, 215, 109]
- item-separator: • • •: [559, 1939, 613, 1948]
- dp-chili-label: CHILI SAUCE—Medium: [1190, 2066, 1328, 2081]
- important-meeting-heading: IMPORTANT MEETING.: [298, 1296, 424, 1310]
- teach-free-signature: Mme. Anna L. Anderson: [981, 1400, 1121, 1414]
- price-item: Pork Chops, Lb.: [709, 1853, 785, 1866]
- item-separator: • • •: [559, 1588, 613, 1597]
- news-item: Mrs. Pearl Bailey-Coltman and husband, of Philadelphia, spent a few days in the city visiting Mrs. Coltman's parents. On last Sunday they were the dinner guests of Mr. and Mrs. M. P. Shell, 1440 Princess Anne avenue. Mr. and Mrs. Coltman have now returned to Philadelphia.: [705, 291, 916, 384]
- item-separator: • • •: [783, 119, 837, 128]
